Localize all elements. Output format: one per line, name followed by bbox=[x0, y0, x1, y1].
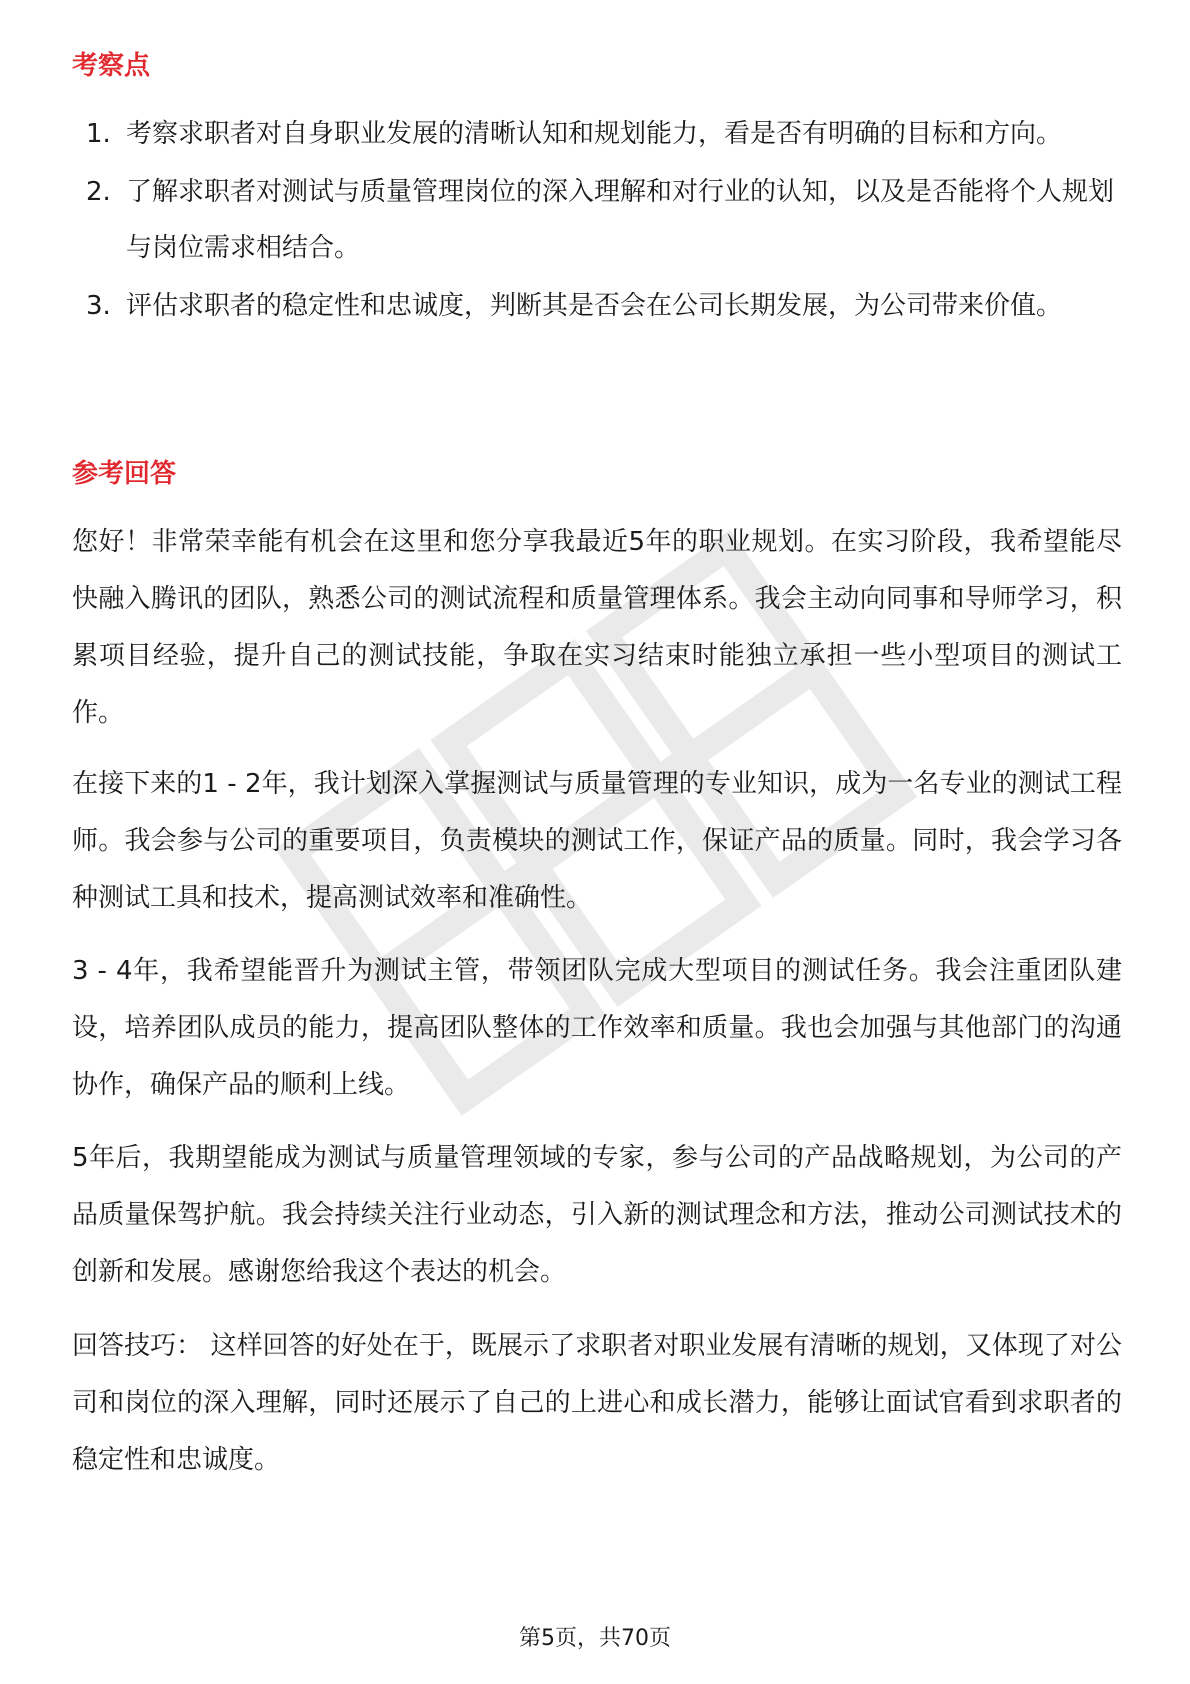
answer-paragraph: 5年后，我期望能成为测试与质量管理领域的专家，参与公司的产品战略规划，为公司的产品质量保驾护航。我会持续关注行业动态，引入新的测试理念和方法，推动公司测试技术的创新和发展。感谢您给我这个表达的机会。 bbox=[72, 1143, 1122, 1287]
list-text: 了解求职者对测试与质量管理岗位的深入理解和对行业的认知，以及是否能将个人规划与岗位需求相结合。 bbox=[126, 177, 1115, 263]
answer-paragraph: 您好！非常荣幸能有机会在这里和您分享我最近5年的职业规划。在实习阶段，我希望能尽快融入腾讯的团队，熟悉公司的测试流程和质量管理体系。我会主动向同事和导师学习，积累项目经验，提升自己的测试技能，争取在实习结束时能独立承担一些小型项目的测试工作。 bbox=[72, 527, 1122, 728]
list-item bbox=[72, 106, 1122, 162]
assessment-list bbox=[72, 106, 1122, 336]
answer-paragraph: 3 - 4年，我希望能晋升为测试主管，带领团队完成大型项目的测试任务。我会注重团队建设，培养团队成员的能力，提高团队整体的工作效率和质量。我也会加强与其他部门的沟通协作，确保产品的顺利上线。 bbox=[72, 956, 1122, 1100]
list-text: 评估求职者的稳定性和忠诚度，判断其是否会在公司长期发展，为公司带来价值。 bbox=[126, 291, 1063, 321]
list-item bbox=[72, 278, 1122, 334]
page-number: 第5页，共70页 bbox=[519, 1626, 671, 1651]
answer-tips-paragraph: 回答技巧： 这样回答的好处在于，既展示了求职者对职业发展有清晰的规划，又体现了对公司和岗位的深入理解，同时还展示了自己的上进心和成长潜力，能够让面试官看到求职者的稳定性和忠诚度。 bbox=[72, 1331, 1122, 1475]
section-title-assessment: 考察点 bbox=[72, 51, 151, 81]
list-number: 2. bbox=[86, 177, 111, 207]
list-item bbox=[72, 164, 1122, 276]
section-title-reference-answer: 参考回答 bbox=[72, 459, 177, 489]
list-number: 1. bbox=[86, 119, 111, 149]
answer-paragraph: 在接下来的1 - 2年，我计划深入掌握测试与质量管理的专业知识，成为一名专业的测试工程师。我会参与公司的重要项目，负责模块的测试工作，保证产品的质量。同时，我会学习各种测试工具和技术，提高测试效率和准确性。 bbox=[72, 769, 1122, 913]
list-number: 3. bbox=[86, 291, 111, 321]
list-text: 考察求职者对自身职业发展的清晰认知和规划能力，看是否有明确的目标和方向。 bbox=[126, 119, 1063, 149]
